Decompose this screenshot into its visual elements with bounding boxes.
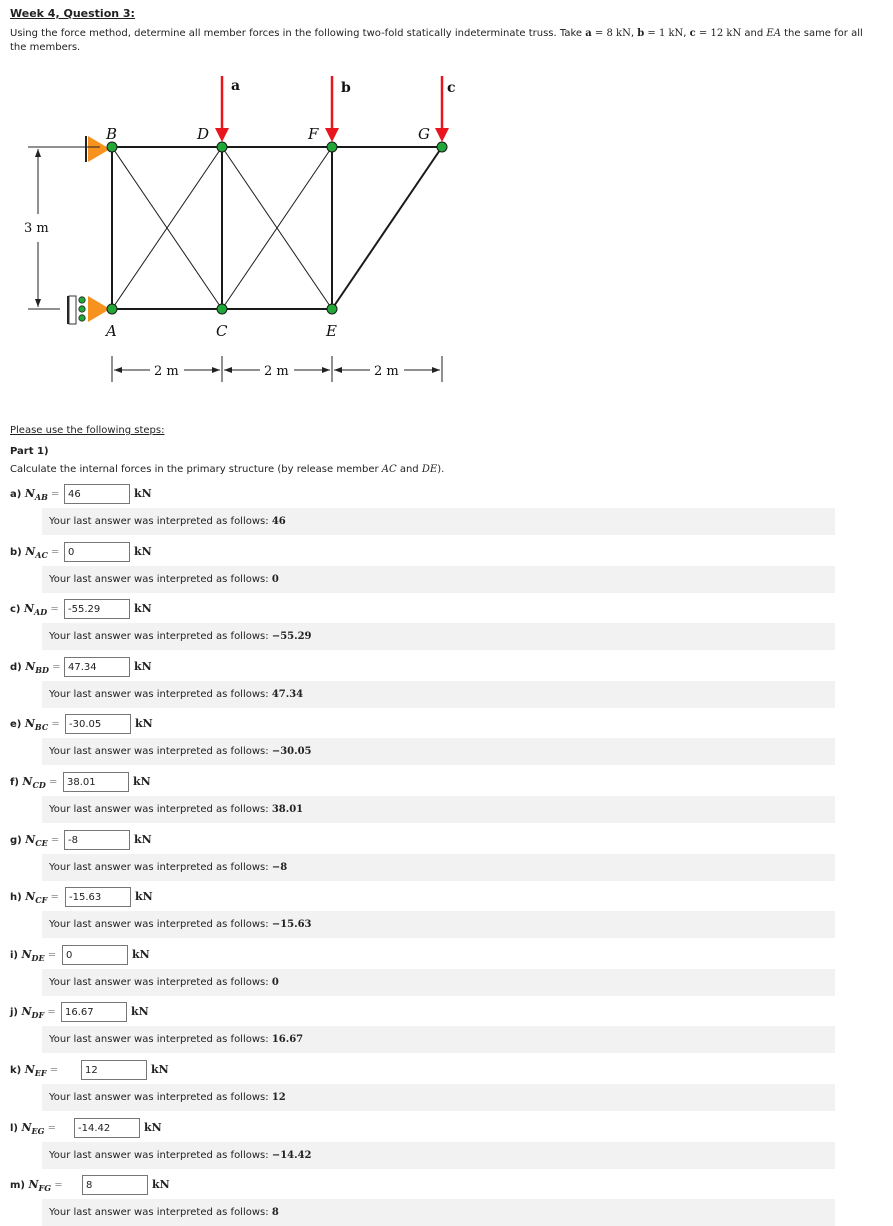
- answer-feedback: Your last answer was interpreted as follows: −30.05: [42, 738, 835, 765]
- answer-input[interactable]: [64, 542, 130, 562]
- span-label-1: 2 m: [154, 364, 179, 379]
- node-label-d: D: [197, 125, 210, 143]
- node-label-f: F: [308, 125, 319, 143]
- part-instructions: Calculate the internal forces in the primary structure (by release member AC and DE).: [10, 464, 445, 475]
- node-d: [217, 142, 227, 152]
- answer-input[interactable]: [64, 484, 130, 504]
- height-label: 3 m: [24, 221, 49, 236]
- answer-input[interactable]: [64, 657, 130, 677]
- answer-label: l) $N_{EG}$ =: [10, 1121, 57, 1136]
- answer-label: h) $N_{CF}$ =: [10, 890, 59, 905]
- unit-label: kN: [135, 890, 153, 903]
- load-arrows: [215, 76, 449, 142]
- answer-feedback: Your last answer was interpreted as follows: 16.67: [42, 1026, 835, 1053]
- answer-label: c) $N_{AD}$ =: [10, 602, 59, 617]
- unit-label: kN: [132, 948, 150, 961]
- answer-feedback: Your last answer was interpreted as follows: −8: [42, 854, 835, 881]
- answer-input[interactable]: [82, 1175, 148, 1195]
- truss-diagram: [0, 68, 893, 388]
- answer-label: f) $N_{CD}$ =: [10, 775, 58, 790]
- answer-feedback: Your last answer was interpreted as follows: 12: [42, 1084, 835, 1111]
- node-label-g: G: [418, 125, 430, 143]
- answer-input[interactable]: [81, 1060, 147, 1080]
- answer-label: b) $N_{AC}$ =: [10, 545, 60, 560]
- member-eg: [332, 147, 442, 309]
- answer-input[interactable]: [65, 714, 131, 734]
- feedback-value: 8: [271, 1207, 279, 1218]
- unit-label: kN: [134, 487, 152, 500]
- question-intro: Using the force method, determine all member forces in the following two-fold statically indeterminate truss. Take a = 8 kN, b = 1 kN, c = 12 kN and EA the same for all the members.: [10, 28, 863, 53]
- unit-label: kN: [134, 602, 152, 615]
- answer-feedback: Your last answer was interpreted as follows: 38.01: [42, 796, 835, 823]
- answer-label: i) $N_{DE}$ =: [10, 948, 57, 963]
- unit-label: kN: [131, 1005, 149, 1018]
- unit-label: kN: [134, 660, 152, 673]
- node-a: [107, 304, 117, 314]
- answer-input[interactable]: [63, 772, 129, 792]
- answer-input[interactable]: [64, 599, 130, 619]
- feedback-value: 12: [271, 1092, 286, 1103]
- feedback-value: −8: [271, 862, 288, 873]
- unit-label: kN: [133, 775, 151, 788]
- feedback-value: −15.63: [271, 919, 312, 930]
- answer-feedback: Your last answer was interpreted as follows: 0: [42, 969, 835, 996]
- answer-label: g) $N_{CE}$ =: [10, 833, 60, 848]
- part-title: Part 1): [10, 446, 49, 457]
- feedback-value: −55.29: [271, 631, 312, 642]
- unit-label: kN: [151, 1063, 169, 1076]
- feedback-value: 16.67: [271, 1034, 304, 1045]
- node-label-b: B: [106, 125, 118, 143]
- span-label-3: 2 m: [374, 364, 399, 379]
- unit-label: kN: [135, 717, 153, 730]
- node-label-e: E: [326, 322, 337, 340]
- feedback-value: 0: [271, 977, 279, 988]
- answer-input[interactable]: [61, 1002, 127, 1022]
- unit-label: kN: [144, 1121, 162, 1134]
- node-g: [437, 142, 447, 152]
- answer-feedback: Your last answer was interpreted as follows: −15.63: [42, 911, 835, 938]
- load-label-c: c: [447, 80, 456, 96]
- node-c: [217, 304, 227, 314]
- unit-label: kN: [134, 833, 152, 846]
- answer-feedback: Your last answer was interpreted as follows: 0: [42, 566, 835, 593]
- load-label-b: b: [341, 80, 351, 96]
- answer-feedback: Your last answer was interpreted as follows: −14.42: [42, 1142, 835, 1169]
- answer-feedback: Your last answer was interpreted as follows: 47.34: [42, 681, 835, 708]
- unit-label: kN: [134, 545, 152, 558]
- feedback-value: 46: [271, 516, 286, 527]
- answer-input[interactable]: [65, 887, 131, 907]
- feedback-value: 0: [271, 574, 279, 585]
- answer-label: m) $N_{FG}$ =: [10, 1178, 63, 1193]
- answer-label: d) $N_{BD}$ =: [10, 660, 61, 675]
- answer-input[interactable]: [74, 1118, 140, 1138]
- node-b: [107, 142, 117, 152]
- answer-label: a) $N_{AB}$ =: [10, 487, 60, 502]
- support-a: [68, 296, 110, 324]
- answer-label: e) $N_{BC}$ =: [10, 717, 60, 732]
- question-title: Week 4, Question 3:: [10, 7, 135, 20]
- node-label-c: C: [216, 322, 228, 340]
- feedback-value: −14.42: [271, 1150, 312, 1161]
- feedback-value: −30.05: [271, 746, 312, 757]
- answer-input[interactable]: [64, 830, 130, 850]
- feedback-value: 47.34: [271, 689, 304, 700]
- answer-feedback: Your last answer was interpreted as follows: 46: [42, 508, 835, 535]
- answer-label: k) $N_{EF}$ =: [10, 1063, 59, 1078]
- load-label-a: a: [231, 78, 241, 94]
- node-f: [327, 142, 337, 152]
- answer-feedback: Your last answer was interpreted as follows: −55.29: [42, 623, 835, 650]
- answer-input[interactable]: [62, 945, 128, 965]
- feedback-value: 38.01: [271, 804, 304, 815]
- node-label-a: A: [106, 322, 117, 340]
- span-label-2: 2 m: [264, 364, 289, 379]
- node-e: [327, 304, 337, 314]
- answer-feedback: Your last answer was interpreted as follows: 8: [42, 1199, 835, 1226]
- answer-label: j) $N_{DF}$ =: [10, 1005, 56, 1020]
- steps-link[interactable]: Please use the following steps:: [10, 425, 165, 436]
- unit-label: kN: [152, 1178, 170, 1191]
